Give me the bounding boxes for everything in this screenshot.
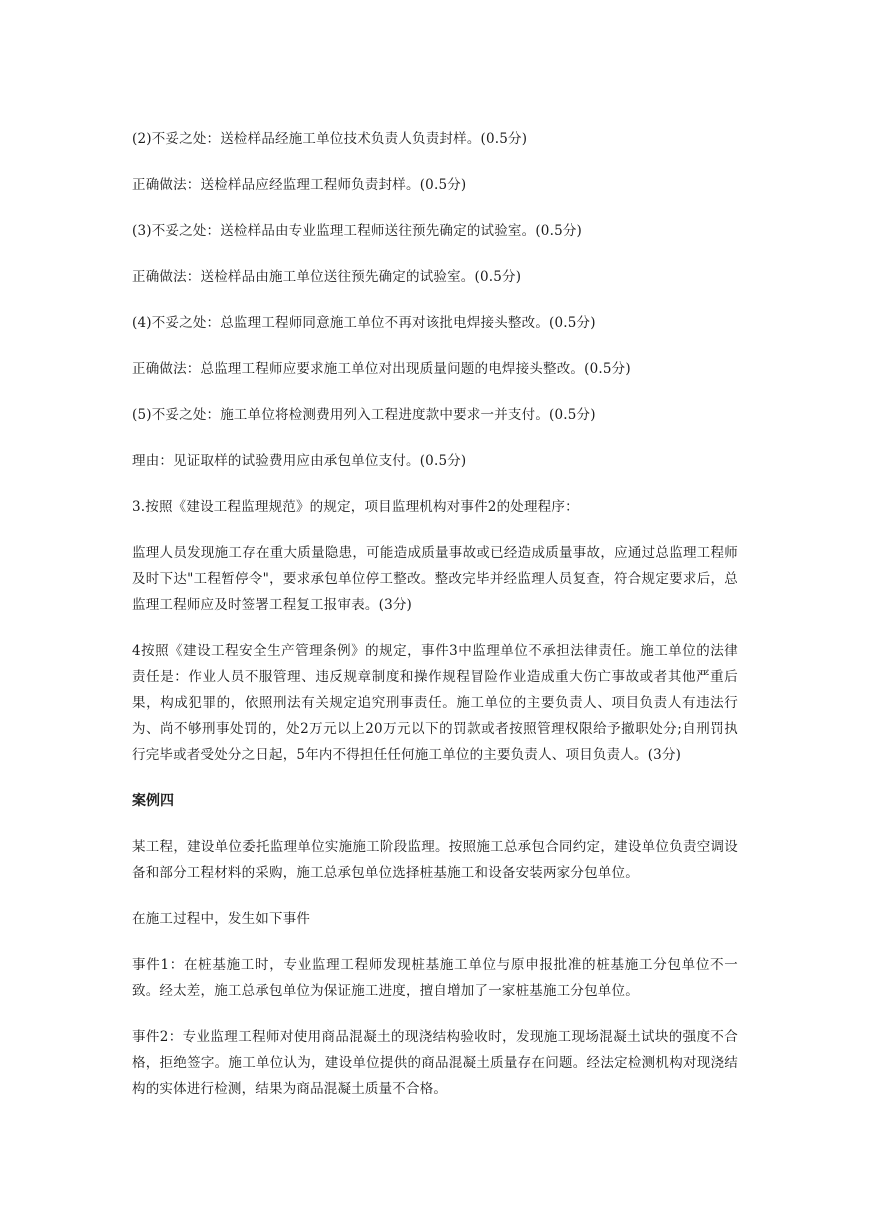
paragraph-answer-3-intro: 3.按照《建设工程监理规范》的规定，项目监理机构对事件2的处理程序： bbox=[132, 499, 579, 515]
paragraph-case-intro: 某工程，建设单位委托监理单位实施施工阶段监理。按照施工总承包合同约定，建设单位负责空调设备和部分工程材料的采购，施工总承包单位选择桩基施工和设备安装两家分包单位。 bbox=[132, 839, 738, 881]
paragraph-item-4-correct: 正确做法：总监理工程师应要求施工单位对出现质量问题的电焊接头整改。(0.5分) bbox=[132, 361, 631, 377]
paragraph-item-2-fault: (2)不妥之处：送检样品经施工单位技术负责人负责封样。(0.5分) bbox=[132, 131, 528, 147]
paragraph-item-3-correct: 正确做法：送检样品由施工单位送往预先确定的试验室。(0.5分) bbox=[132, 269, 522, 285]
paragraph-item-5-reason: 理由：见证取样的试验费用应由承包单位支付。(0.5分) bbox=[132, 453, 467, 469]
paragraph-item-4-fault: (4)不妥之处：总监理工程师同意施工单位不再对该批电焊接头整改。(0.5分) bbox=[132, 315, 596, 331]
paragraph-item-5-fault: (5)不妥之处：施工单位将检测费用列入工程进度款中要求一并支付。(0.5分) bbox=[132, 407, 596, 423]
paragraph-item-2-correct: 正确做法：送检样品应经监理工程师负责封样。(0.5分) bbox=[132, 177, 467, 193]
paragraph-event-2: 事件2：专业监理工程师对使用商品混凝土的现浇结构验收时，发现施工现场混凝土试块的强度不合格，拒绝签字。施工单位认为，建设单位提供的商品混凝土质量存在问题。经法定检测机构对现浇结构的实体进行检测，结果为商品混凝土质量不合格。 bbox=[132, 1029, 738, 1097]
paragraph-answer-3-body: 监理人员发现施工存在重大质量隐患，可能造成质量事故或已经造成质量事故，应通过总监理工程师及时下达"工程暂停令"，要求承包单位停工整改。整改完毕并经监理人员复查，符合规定要求后，总监理工程师应及时签署工程复工报审表。(3分) bbox=[132, 545, 738, 613]
paragraph-events-intro: 在施工过程中，发生如下事件 bbox=[132, 911, 311, 927]
section-heading-case-4: 案例四 bbox=[132, 793, 174, 809]
paragraph-event-1: 事件1：在桩基施工时，专业监理工程师发现桩基施工单位与原申报批准的桩基施工分包单位不一致。经太差，施工总承包单位为保证施工进度，擅自增加了一家桩基施工分包单位。 bbox=[132, 957, 738, 999]
paragraph-answer-4: 4按照《建设工程安全生产管理条例》的规定，事件3中监理单位不承担法律责任。施工单位的法律责任是：作业人员不服管理、违反规章制度和操作规程冒险作业造成重大伤亡事故或者其他严重后果，构成犯罪的，依照刑法有关规定追究刑事责任。施工单位的主要负责人、项目负责人有违法行为、尚不够刑事处罚的，处2万元以上20万元以下的罚款或者按照管理权限给予撤职处分;自刑罚执行完毕或者受处分之日起，5年内不得担任任何施工单位的主要负责人、项目负责人。(3分) bbox=[132, 643, 738, 763]
document-page bbox=[132, 126, 738, 1102]
paragraph-item-3-fault: (3)不妥之处：送检样品由专业监理工程师送往预先确定的试验室。(0.5分) bbox=[132, 223, 583, 239]
